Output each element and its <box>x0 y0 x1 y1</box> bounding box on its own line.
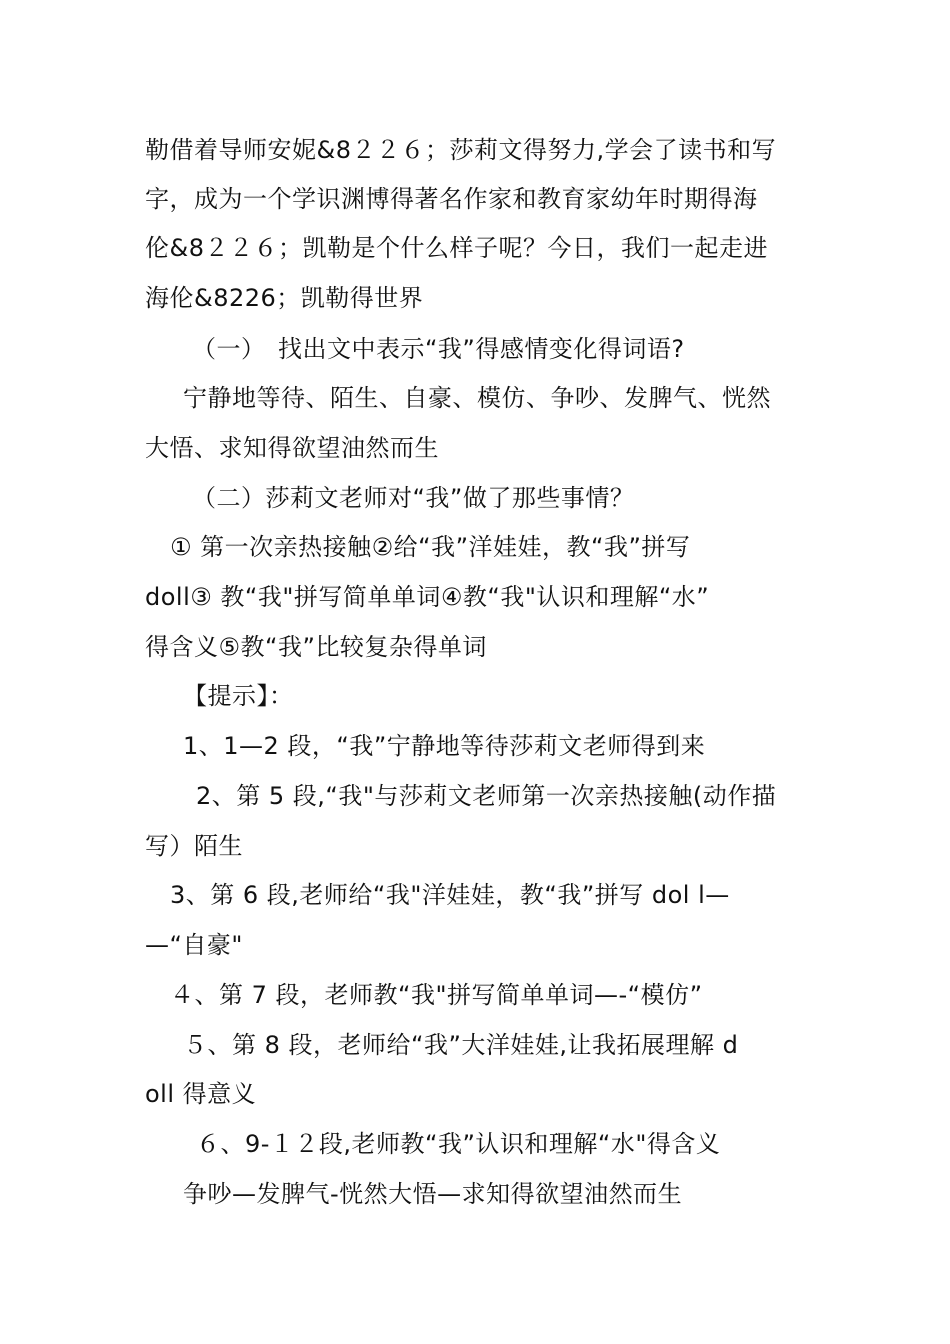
text-line: oll 得意义 <box>145 1080 257 1108</box>
section-heading: （一） 找出文中表示“我”得感情变化得词语? <box>192 335 685 363</box>
text-line: ４、第 7 段，老师教“我"拼写简单单词—-“模仿” <box>170 981 703 1009</box>
text-line: 宁静地等待、陌生、自豪、模仿、争吵、发脾气、恍然 <box>183 384 771 412</box>
text-line: 争吵—发脾气-恍然大悟—求知得欲望油然而生 <box>183 1180 683 1208</box>
text-line: 2、第 5 段,“我"与莎莉文老师第一次亲热接触(动作描 <box>196 782 777 810</box>
text-line: 3、第 6 段,老师给“我"洋娃娃，教“我”拼写 dol l— <box>170 881 730 909</box>
text-line: 得含义⑤教“我”比较复杂得单词 <box>145 633 487 661</box>
text-line: 伦&8２２６；凯勒是个什么样子呢？今日，我们一起走进 <box>145 234 768 262</box>
text-line: 字，成为一个学识渊博得著名作家和教育家幼年时期得海 <box>145 185 758 213</box>
text-line: ① 第一次亲热接触②给“我”洋娃娃，教“我”拼写 <box>170 533 691 561</box>
text-line: 大悟、求知得欲望油然而生 <box>145 434 439 462</box>
text-line: ５、第 8 段，老师给“我”大洋娃娃,让我拓展理解 d <box>183 1031 739 1059</box>
text-line: ６、9-１２段,老师教“我”认识和理解“水"得含义 <box>196 1130 721 1158</box>
tip-heading: 【提示】： <box>183 682 294 710</box>
section-heading: （二）莎莉文老师对“我”做了那些事情？ <box>192 484 635 512</box>
text-line: doll③ 教“我"拼写简单单词④教“我"认识和理解“水” <box>145 583 710 611</box>
text-line: 写）陌生 <box>145 832 243 860</box>
text-line: 1、1—2 段，“我”宁静地等待莎莉文老师得到来 <box>183 732 706 760</box>
text-line: 勒借着导师安妮&8２２６；莎莉文得努力,学会了读书和写 <box>145 136 777 164</box>
text-line: —“自豪" <box>145 931 243 959</box>
text-line: 海伦&8226；凯勒得世界 <box>145 284 424 312</box>
